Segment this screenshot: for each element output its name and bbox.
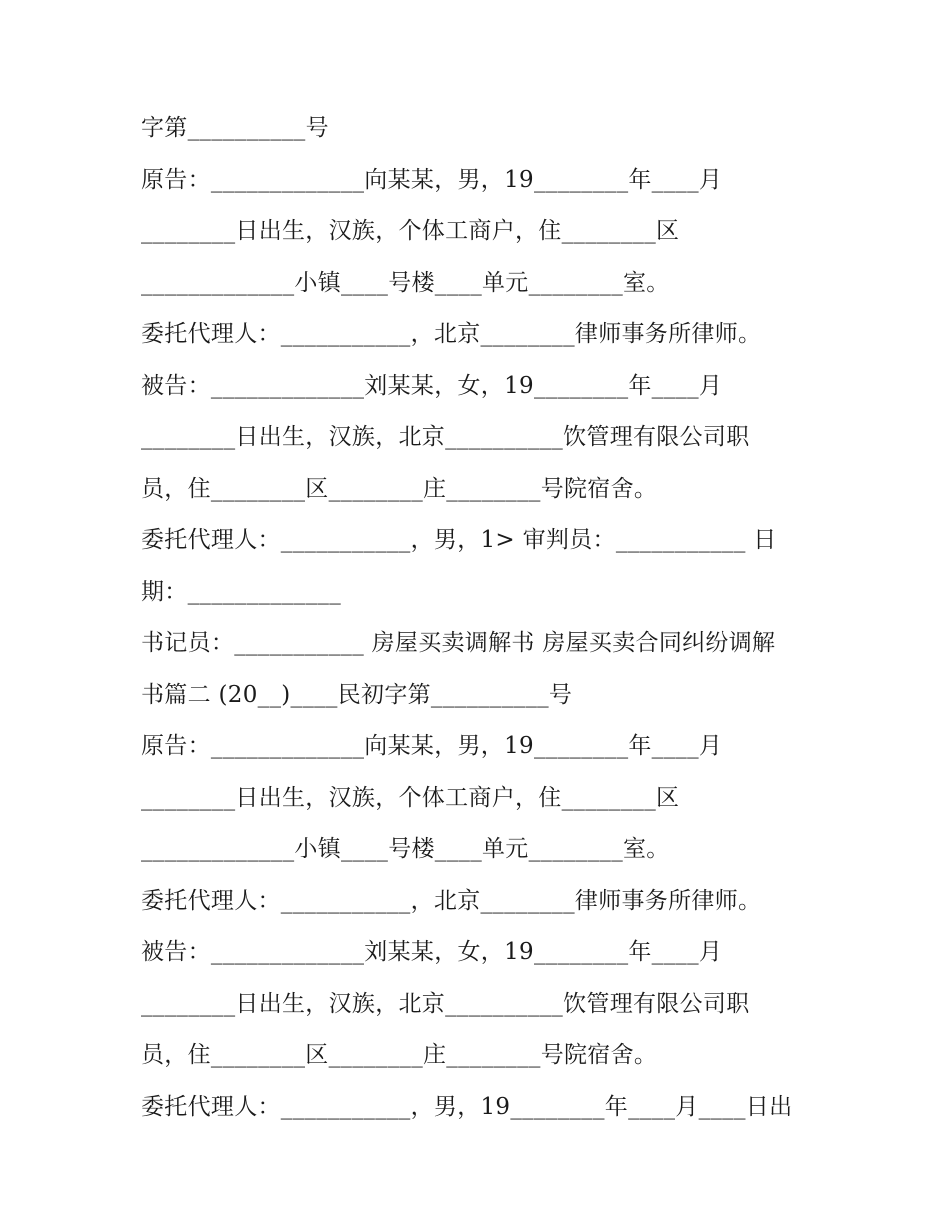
text-line: 委托代理人：___________，北京________律师事务所律师。 (141, 321, 762, 347)
text-line: _____________小镇____号楼____单元________室。 (141, 836, 670, 862)
text-line: 书篇二 (20__)____民初字第__________号 (141, 681, 573, 708)
text-line: ________日出生，汉族，北京__________饮管理有限公司职 (141, 424, 750, 450)
text-line: 原告：_____________向某某，男，19________年____月 (141, 166, 723, 193)
text-line: _____________小镇____号楼____单元________室。 (141, 269, 670, 296)
text-line: 委托代理人：___________，北京________律师事务所律师。 (141, 887, 762, 914)
text-line: 委托代理人：___________，男，1> 审判员：___________ 日 (141, 527, 777, 553)
text-line: ________日出生，汉族，北京__________饮管理有限公司职 (141, 990, 750, 1017)
text-line: 期：_____________ (141, 578, 341, 605)
text-line: 原告：_____________向某某，男，19________年____月 (141, 733, 723, 759)
text-line: 委托代理人：___________，男，19________年____月____日出 (141, 1093, 793, 1120)
text-line: 员，住________区________庄________号院宿舍。 (141, 1042, 658, 1068)
document-body (141, 103, 821, 1133)
text-line: 书记员：___________ 房屋买卖调解书 房屋买卖合同纠纷调解 (141, 630, 776, 656)
text-line: 被告：_____________刘某某，女，19________年____月 (141, 939, 723, 965)
text-line: ________日出生，汉族，个体工商户，住________区 (141, 218, 680, 244)
text-line: 字第__________号 (141, 115, 329, 141)
text-line: 被告：_____________刘某某，女，19________年____月 (141, 372, 723, 399)
text-line: 员，住________区________庄________号院宿舍。 (141, 475, 658, 502)
text-line: ________日出生，汉族，个体工商户，住________区 (141, 784, 680, 811)
